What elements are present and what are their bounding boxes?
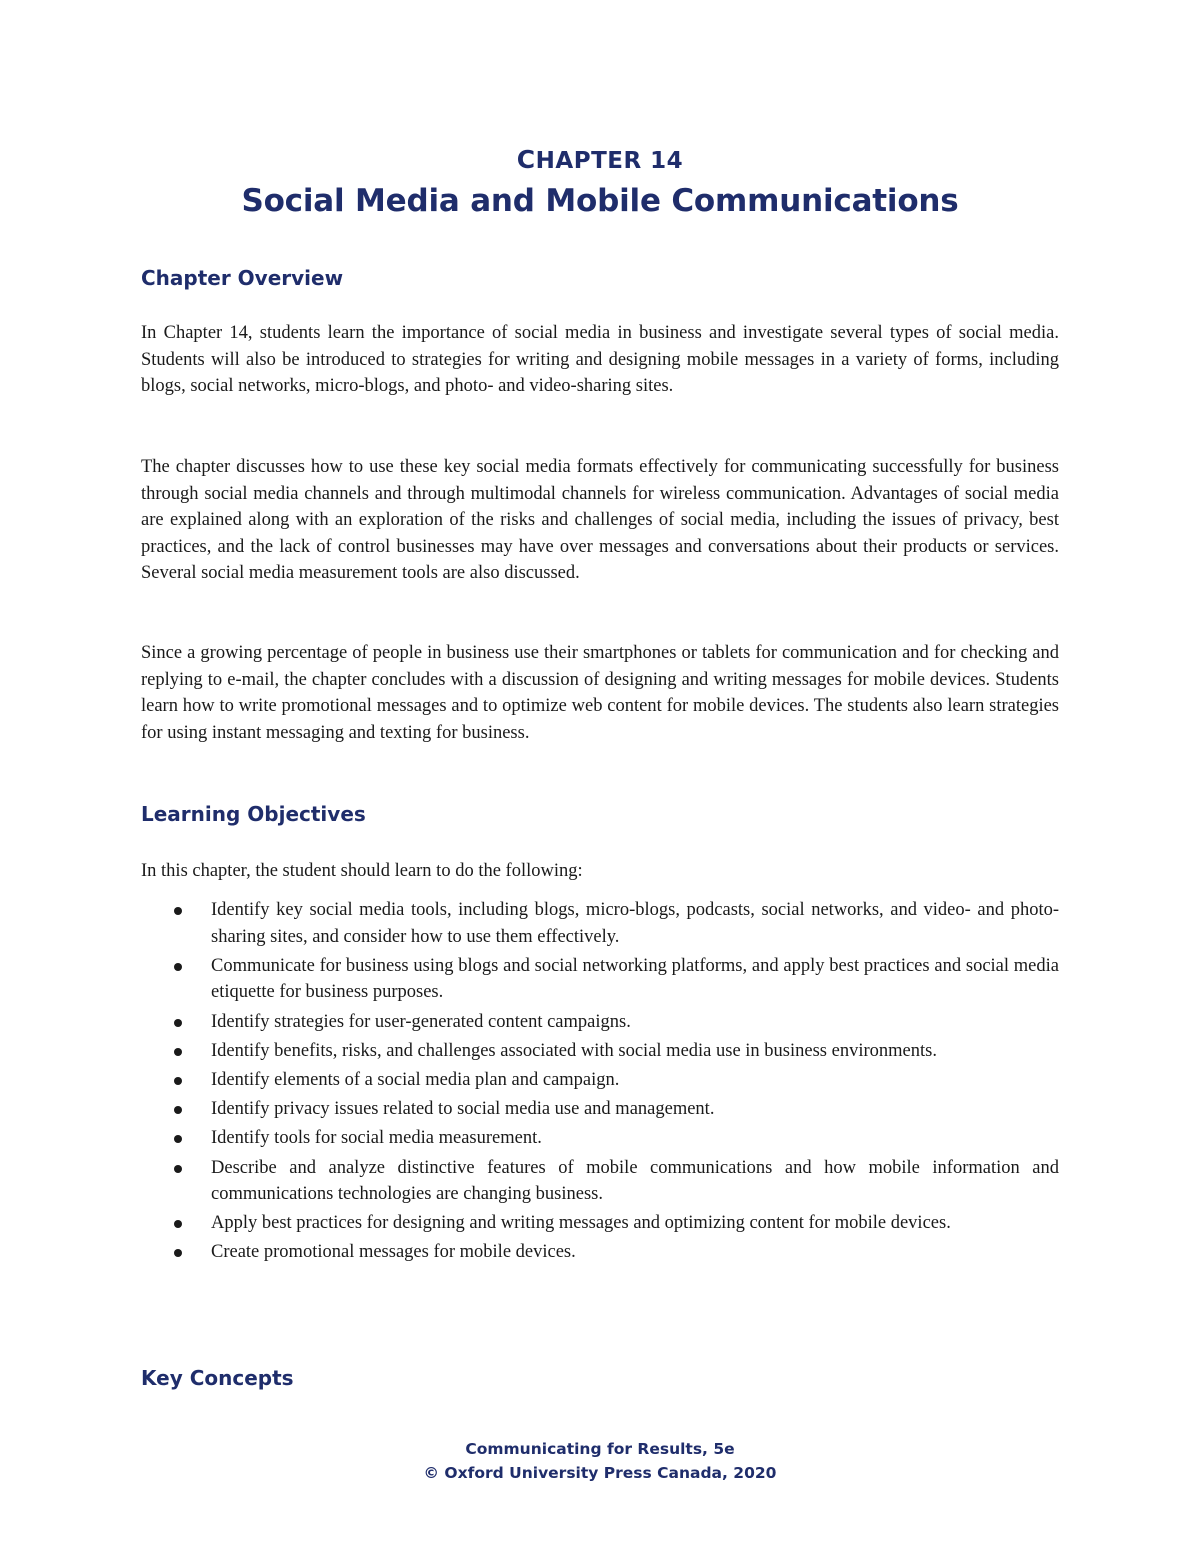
bullet-icon [174, 907, 182, 915]
key-concepts-heading: Key Concepts [141, 1366, 294, 1390]
bullet-icon [174, 1019, 182, 1027]
footer-copyright: © Oxford University Press Canada, 2020 [423, 1464, 777, 1482]
objective-text: Identify elements of a social media plan and campaign. [211, 1069, 620, 1090]
bullet-icon [174, 1165, 182, 1173]
objective-text: Identify privacy issues related to social media use and management. [211, 1099, 715, 1120]
objective-item [141, 1096, 1059, 1123]
objective-text: Identify key social media tools, including blogs, micro-blogs, podcasts, social networks, and video- and photo-sharing sites, and consider how to use them effectively. [211, 900, 1059, 947]
bullet-icon [174, 1135, 182, 1143]
overview-paragraph-1: In Chapter 14, students learn the importance of social media in business and investigate several types of social media. Students will also be introduced to strategies for writing and designing mobile messages in a variety of forms, including blogs, social networks, micro-blogs, and photo- and video-sharing sites. [141, 323, 1059, 397]
bullet-icon [174, 1249, 182, 1257]
objectives-intro: In this chapter, the student should learn to do the following: [141, 861, 583, 881]
bullet-icon [174, 1106, 182, 1114]
bullet-icon [174, 963, 182, 971]
bullet-icon [174, 1220, 182, 1228]
objective-item [141, 953, 1059, 1006]
chapter-label [141, 145, 1059, 174]
objective-text: Describe and analyze distinctive features of mobile communications and how mobile information and communications technologies are changing business. [211, 1157, 1059, 1205]
chapter-label-rest: HAPTER 14 [535, 148, 684, 174]
objective-item [141, 1125, 1059, 1152]
objective-item [141, 1038, 1059, 1065]
objective-text: Identify benefits, risks, and challenges associated with social media use in business environments. [211, 1040, 937, 1061]
page-footer [141, 1437, 1059, 1485]
objective-text: Identify strategies for user-generated content campaigns. [211, 1011, 631, 1032]
document-page [141, 0, 1059, 1553]
objective-item [141, 1009, 1059, 1036]
chapter-label-initial: C [516, 145, 536, 174]
objective-item [141, 897, 1059, 950]
objectives-heading: Learning Objectives [141, 802, 366, 826]
objective-text: Communicate for business using blogs and social networking platforms, and apply best practices and social media etiquette for business purposes. [211, 955, 1059, 1003]
objectives-list [141, 897, 1059, 1269]
objective-text: Identify tools for social media measurement. [211, 1128, 542, 1149]
objective-item [141, 1155, 1059, 1208]
chapter-title: Social Media and Mobile Communications [241, 183, 959, 219]
objective-text: Apply best practices for designing and writing messages and optimizing content for mobile devices. [211, 1213, 951, 1234]
bullet-icon [174, 1048, 182, 1056]
overview-paragraph-3: Since a growing percentage of people in business use their smartphones or tablets for communication and for checking and replying to e-mail, the chapter concludes with a discussion of designing and writing messages for mobile devices. Students learn how to write promotional messages and to optimize web content for mobile devices. The students also learn strategies for using instant messaging and texting for business. [141, 643, 1059, 743]
bullet-icon [174, 1077, 182, 1085]
objective-item [141, 1210, 1059, 1237]
overview-paragraph-2: The chapter discusses how to use these key social media formats effectively for communicating successfully for business through social media channels and through multimodal channels for wireless communication. Advantages of social media are explained along with an exploration of the risks and challenges of social media, including the issues of privacy, best practices, and the lack of control businesses may have over messages and conversations about their products or services. Several social media measurement tools are also discussed. [141, 457, 1059, 584]
objective-text: Create promotional messages for mobile devices. [211, 1242, 576, 1263]
objective-item [141, 1239, 1059, 1266]
overview-heading: Chapter Overview [141, 266, 344, 290]
objective-item [141, 1067, 1059, 1094]
footer-book-title: Communicating for Results, 5e [465, 1440, 735, 1458]
